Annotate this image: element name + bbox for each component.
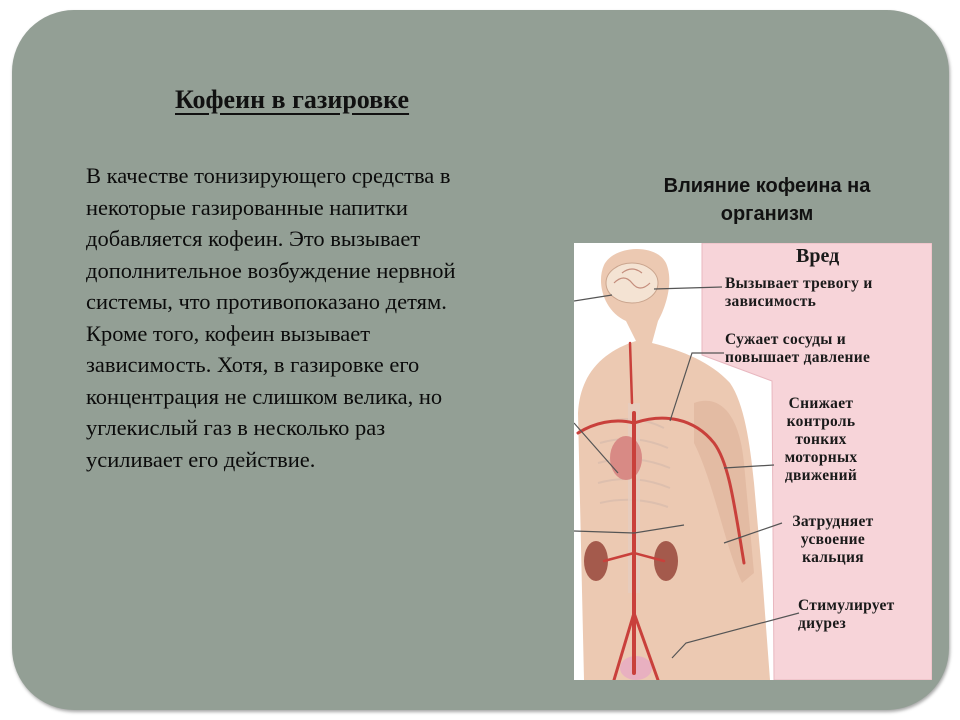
harm-heading: Вред [796, 245, 840, 267]
caffeine-body-diagram [574, 243, 932, 680]
effect-label: Вызывает тревогу и зависимость [725, 275, 873, 310]
effect-label: Снижает контроль тонких моторных движений [784, 395, 858, 484]
body-line: добавляется кофеин. Это вызывает [86, 226, 421, 251]
body-line: системы, что противопоказано детям. [86, 289, 447, 314]
body-line: дополнительное возбуждение нервной [86, 257, 456, 283]
effect-label: Сужает сосуды и повышает давление [725, 331, 871, 366]
caption-line: Влияние кофеина на [663, 175, 871, 197]
figure-caption [612, 172, 922, 228]
effect-label: Стимулирует диурез [798, 597, 895, 632]
body-line: Кроме того, кофеин вызывает [86, 320, 371, 346]
body-line: концентрация не слишком велика, но [86, 383, 443, 409]
body-line: некоторые газированные напитки [86, 194, 408, 220]
effect-label: Затрудняет усвоение кальция [792, 513, 874, 566]
body-paragraph [86, 160, 556, 475]
caption-line: организм [720, 203, 814, 225]
body-line: В качестве тонизирующего средства в [86, 163, 451, 188]
body-line: усиливает его действие. [86, 446, 316, 472]
body-line: углекислый газ в несколько раз [86, 415, 386, 440]
slide-title: Кофеин в газировке [175, 85, 410, 114]
body-line: зависимость. Хотя, в газировке его [86, 352, 420, 377]
